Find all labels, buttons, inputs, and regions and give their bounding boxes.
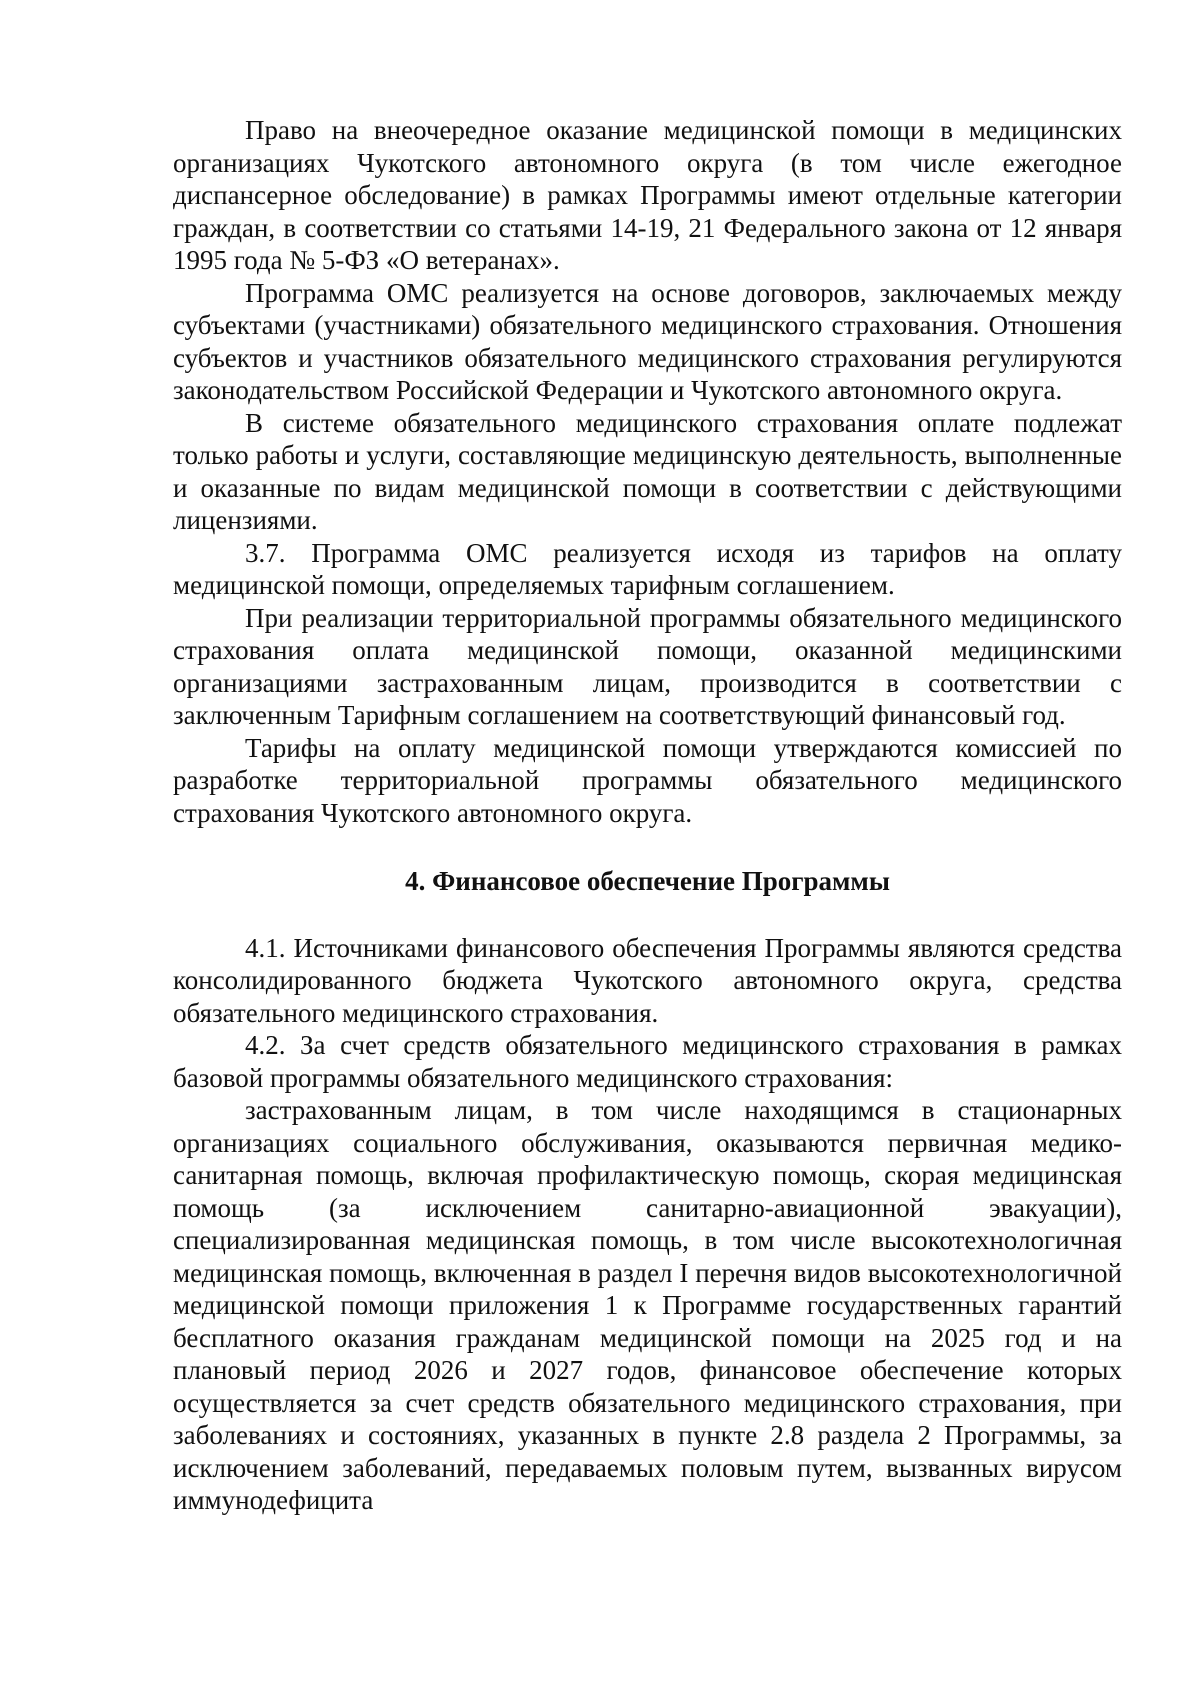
paragraph-tariff-agreement: При реализации территориальной программы обязательного медицинского страхования оплата медицинской помощи, оказанной медицинскими организациями застрахованным лицам, производится в соответствии с заключенным Тарифным соглашением на соответствующий финансовый год. [173,602,1122,730]
paragraph-3-7-tariffs: 3.7. Программа ОМС реализуется исходя из тарифов на оплату медицинской помощи, определяемых тарифным соглашением. [173,537,1122,600]
paragraph-4-2-oms-funds: 4.2. За счет средств обязательного медицинского страхования в рамках базовой программы обязательного медицинского страхования: [173,1030,1122,1093]
paragraph-oms-payment-scope: В системе обязательного медицинского страхования оплате подлежат только работы и услуги, составляющие медицинскую деятельность, выполненные и оказанные по видам медицинской помощи в соответствии с действующими лицензиями. [173,407,1122,535]
paragraph-tariff-commission: Тарифы на оплату медицинской помощи утверждаются комиссией по разработке территориальной программы обязательного медицинского страхования Чукотского автономного округа. [173,732,1122,828]
section-heading-financing: 4. Финансовое обеспечение Программы [405,866,890,896]
paragraph-oms-contracts: Программа ОМС реализуется на основе договоров, заключаемых между субъектами (участниками) обязательного медицинского страхования. Отношения субъектов и участников обязательного медицинского страхования регулируются законодательством Российской Федерации и Чукотского автономного округа. [173,277,1122,405]
paragraph-priority-care-right: Право на внеочередное оказание медицинской помощи в медицинских организациях Чукотского автономного округа (в том числе ежегодное диспансерное обследование) в рамках Программы имеют отдельные категории граждан, в соответствии со статьями 14-19, 21 Федерального закона от 12 января 1995 года № 5-ФЗ «О ветеранах». [173,115,1122,275]
document-body [173,114,1122,1517]
paragraph-insured-persons-care: застрахованным лицам, в том числе находящимся в стационарных организациях социального обслуживания, оказываются первичная медико-санитарная помощь, включая профилактическую помощь, скорая медицинская помощь (за исключением санитарно-авиационной эвакуации), специализированная медицинская помощь, в том числе высокотехнологичная медицинская помощь, включенная в раздел I перечня видов высокотехнологичной медицинской помощи приложения 1 к Программе государственных гарантий бесплатного оказания гражданам медицинской помощи на 2025 год и на плановый период 2026 и 2027 годов, финансовое обеспечение которых осуществляется за счет средств обязательного медицинского страхования, при заболеваниях и состояниях, указанных в пункте 2.8 раздела 2 Программы, за исключением заболеваний, передаваемых половым путем, вызванных вирусом иммунодефицита [173,1095,1122,1515]
paragraph-4-1-funding-sources: 4.1. Источниками финансового обеспечения Программы являются средства консолидированного бюджета Чукотского автономного округа, средства обязательного медицинского страхования. [173,932,1122,1028]
